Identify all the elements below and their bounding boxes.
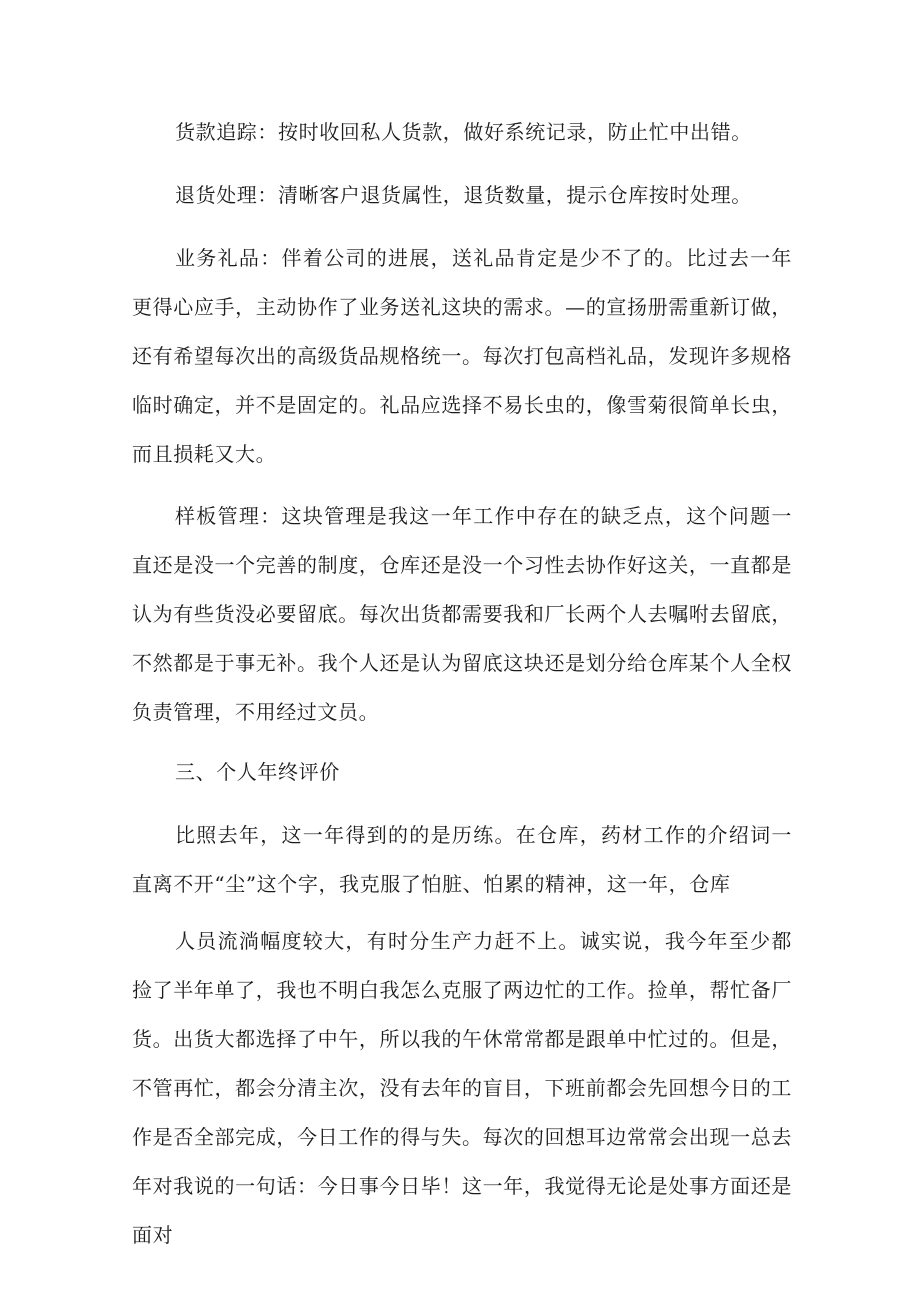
paragraph-review-body: 人员流淌幅度较大，有时分生产力赶不上。诚实说，我今年至少都捡了半年单了，我也不明白我怎么克服了两边忙的工作。捡单，帮忙备厂货。出货大都选择了中午，所以我的午休常常都是跟单中忙过的。但是，不管再忙，都会分清主次，没有去年的盲目，下班前都会先回想今日的工作是否全部完成，今日工作的得与失。每次的回想耳边常常会出现一总去年对我说的一句话：今日事今日毕！这一年，我觉得无论是处事方面还是面对 [132,929,792,1247]
paragraph-payment-tracking: 货款追踪：按时收回私人货款，做好系统记录，防止忙中出错。 [175,120,752,144]
section-heading-annual-review: 三、个人年终评价 [175,760,340,784]
paragraph-review-intro: 比照去年，这一年得到的的是历练。在仓库，药材工作的介绍词一直离不开“尘”这个字，我克服了怕脏、怕累的精神，这一年，仓库 [132,823,792,896]
paragraph-returns-handling: 退货处理：清晰客户退货属性，退货数量，提示仓库按时处理。 [175,183,752,207]
paragraph-business-gifts: 业务礼品：伴着公司的进展，送礼品肯定是少不了的。比过去一年更得心应手，主动协作了业务送礼这块的需求。—的宣扬册需重新订做，还有希望每次出的高级货品规格统一。每次打包高档礼品，发现许多规格临时确定，并不是固定的。礼品应选择不易长虫的，像雪菊很简单长虫，而且损耗又大。 [132,246,792,466]
paragraph-sample-management: 样板管理：这块管理是我这一年工作中存在的缺乏点，这个问题一直还是没一个完善的制度，仓库还是没一个习性去协作好这关，一直都是认为有些货没必要留底。每次出货都需要我和厂长两个人去嘱咐去留底，不然都是于事无补。我个人还是认为留底这块还是划分给仓库某个人全权负责管理，不用经过文员。 [132,504,792,724]
